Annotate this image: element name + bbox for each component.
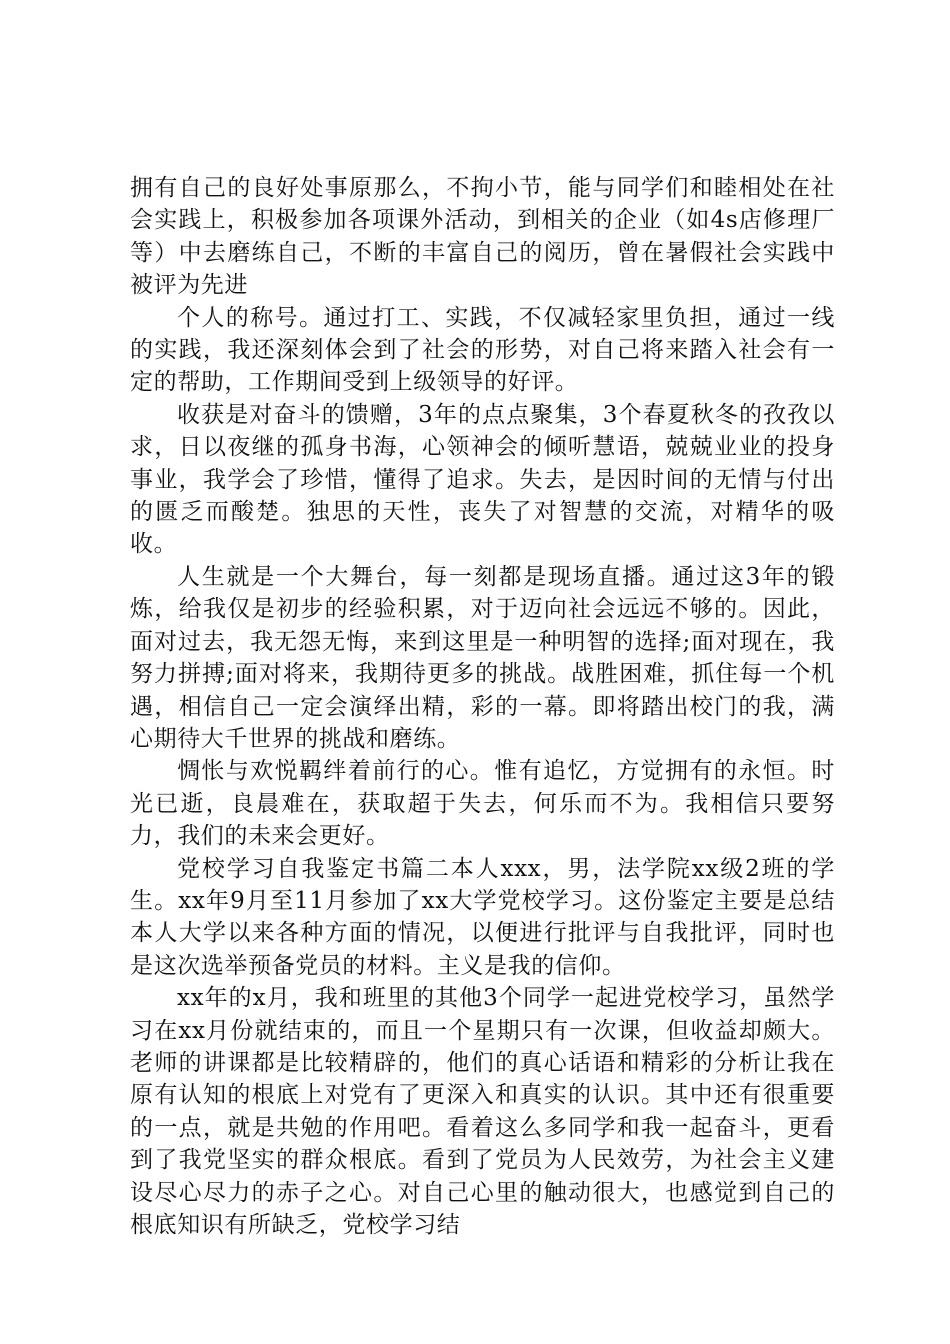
paragraph-3: 收获是对奋斗的馈赠，3年的点点聚集，3个春夏秋冬的孜孜以求，日以夜继的孤身书海，心领神会的倾听慧语，兢兢业业的投身事业，我学会了珍惜，懂得了追求。失去，是因时间的无情与付出的匮乏而酸楚。独思的天性，丧失了对智慧的交流，对精华的吸收。 [130, 401, 835, 558]
paragraph-6: 党校学习自我鉴定书篇二本人xxx，男，法学院xx级2班的学生。xx年9月至11月参加了xx大学党校学习。这份鉴定主要是总结本人大学以来各种方面的情况，以便进行批评与自我批评，同时也是这次选举预备党员的材料。主义是我的信仰。 [130, 855, 835, 979]
paragraph-2: 个人的称号。通过打工、实践，不仅减轻家里负担，通过一线的实践，我还深刻体会到了社会的形势，对自己将来踏入社会有一定的帮助，工作期间受到上级领导的好评。 [130, 304, 835, 396]
paragraph-7: xx年的x月，我和班里的其他3个同学一起进党校学习，虽然学习在xx月份就结束的，而且一个星期只有一次课，但收益却颇大。老师的讲课都是比较精辟的，他们的真心话语和精彩的分析让我在原有认知的根底上对党有了更深入和真实的认识。其中还有很重要的一点，就是共勉的作用吧。看着这么多同学和我一起奋斗，更看到了我党坚实的群众根底。看到了党员为人民效劳，为社会主义建设尽心尽力的赤子之心。对自己心里的触动很大，也感觉到自己的根底知识有所缺乏，党校学习结 [130, 985, 835, 1238]
paragraph-1: 拥有自己的良好处事原那么，不拘小节，能与同学们和睦相处在社会实践上，积极参加各项课外活动，到相关的企业（如4s店修理厂等）中去磨练自己，不断的丰富自己的阅历，曾在暑假社会实践中被评为先进 [130, 175, 835, 299]
paragraph-4: 人生就是一个大舞台，每一刻都是现场直播。通过这3年的锻炼，给我仅是初步的经验积累，对于迈向社会远远不够的。因此，面对过去，我无怨无悔，来到这里是一种明智的选择;面对现在，我努力拼搏;面对将来，我期待更多的挑战。战胜困难，抓住每一个机遇，相信自己一定会演绎出精，彩的一幕。即将踏出校门的我，满心期待大千世界的挑战和磨练。 [130, 563, 835, 752]
paragraph-5: 惆怅与欢悦羁绊着前行的心。惟有追忆，方觉拥有的永恒。时光已逝，良晨难在，获取超于失去，何乐而不为。我相信只要努力，我们的未来会更好。 [130, 758, 835, 850]
document-body [130, 172, 835, 1241]
